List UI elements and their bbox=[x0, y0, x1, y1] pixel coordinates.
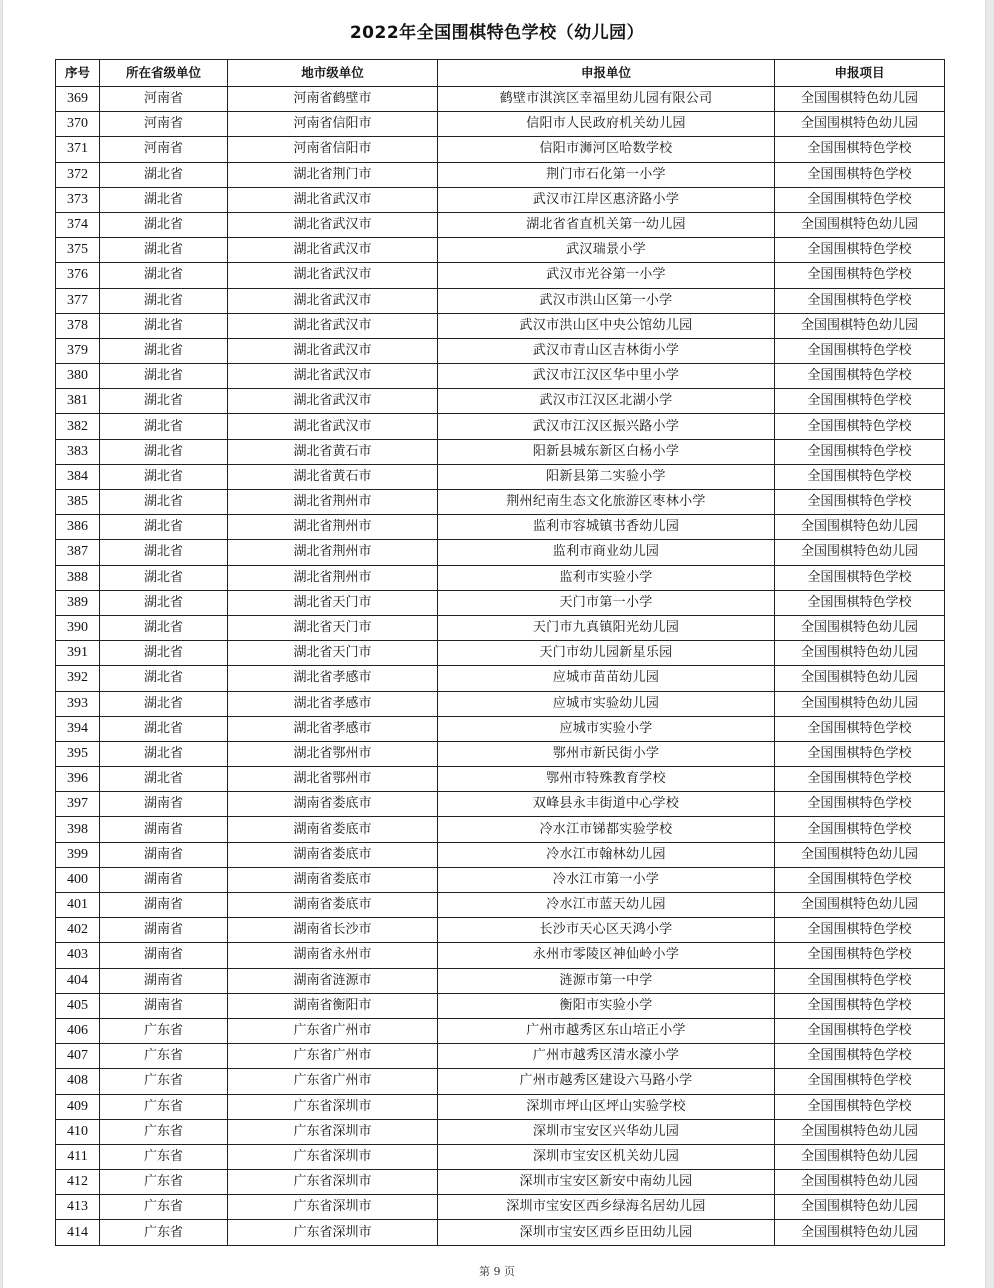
cell-project: 全国围棋特色幼儿园 bbox=[775, 666, 945, 691]
cell-city: 湖北省黄石市 bbox=[228, 464, 438, 489]
cell-project: 全国围棋特色幼儿园 bbox=[775, 615, 945, 640]
cell-applicant: 阳新县城东新区白杨小学 bbox=[438, 439, 775, 464]
cell-project: 全国围棋特色幼儿园 bbox=[775, 515, 945, 540]
cell-project: 全国围棋特色学校 bbox=[775, 389, 945, 414]
cell-applicant: 冷水江市锑都实验学校 bbox=[438, 817, 775, 842]
cell-city: 湖南省娄底市 bbox=[228, 817, 438, 842]
cell-applicant: 阳新县第二实验小学 bbox=[438, 464, 775, 489]
cell-applicant: 武汉市青山区吉林街小学 bbox=[438, 338, 775, 363]
cell-city: 湖北省黄石市 bbox=[228, 439, 438, 464]
cell-applicant: 信阳市浉河区哈数学校 bbox=[438, 137, 775, 162]
cell-province: 湖南省 bbox=[100, 867, 228, 892]
cell-index: 399 bbox=[56, 842, 100, 867]
cell-index: 385 bbox=[56, 490, 100, 515]
cell-index: 383 bbox=[56, 439, 100, 464]
cell-province: 湖南省 bbox=[100, 893, 228, 918]
table-row bbox=[56, 993, 945, 1018]
cell-city: 湖北省天门市 bbox=[228, 590, 438, 615]
cell-project: 全国围棋特色学校 bbox=[775, 338, 945, 363]
cell-index: 398 bbox=[56, 817, 100, 842]
cell-applicant: 天门市第一小学 bbox=[438, 590, 775, 615]
cell-city: 湖北省武汉市 bbox=[228, 238, 438, 263]
cell-project: 全国围棋特色学校 bbox=[775, 263, 945, 288]
cell-province: 湖北省 bbox=[100, 263, 228, 288]
table-row bbox=[56, 641, 945, 666]
cell-index: 394 bbox=[56, 716, 100, 741]
table-body bbox=[56, 87, 945, 1246]
cell-applicant: 深圳市宝安区西乡绿海名居幼儿园 bbox=[438, 1195, 775, 1220]
table-row bbox=[56, 364, 945, 389]
cell-province: 湖北省 bbox=[100, 238, 228, 263]
table-row bbox=[56, 842, 945, 867]
cell-province: 湖北省 bbox=[100, 364, 228, 389]
table-row bbox=[56, 187, 945, 212]
cell-province: 湖南省 bbox=[100, 792, 228, 817]
cell-index: 372 bbox=[56, 162, 100, 187]
cell-index: 408 bbox=[56, 1069, 100, 1094]
cell-applicant: 应城市实验幼儿园 bbox=[438, 691, 775, 716]
cell-project: 全国围棋特色学校 bbox=[775, 1094, 945, 1119]
cell-applicant: 双峰县永丰街道中心学校 bbox=[438, 792, 775, 817]
cell-project: 全国围棋特色幼儿园 bbox=[775, 1195, 945, 1220]
cell-project: 全国围棋特色学校 bbox=[775, 716, 945, 741]
cell-index: 369 bbox=[56, 87, 100, 112]
table-row bbox=[56, 716, 945, 741]
cell-project: 全国围棋特色学校 bbox=[775, 590, 945, 615]
cell-province: 湖北省 bbox=[100, 439, 228, 464]
cell-index: 400 bbox=[56, 867, 100, 892]
table-row bbox=[56, 338, 945, 363]
cell-applicant: 涟源市第一中学 bbox=[438, 968, 775, 993]
table-row bbox=[56, 590, 945, 615]
cell-province: 河南省 bbox=[100, 137, 228, 162]
cell-city: 湖北省荆门市 bbox=[228, 162, 438, 187]
cell-applicant: 鹤壁市淇滨区幸福里幼儿园有限公司 bbox=[438, 87, 775, 112]
cell-project: 全国围棋特色学校 bbox=[775, 490, 945, 515]
cell-province: 湖北省 bbox=[100, 288, 228, 313]
table-row bbox=[56, 1044, 945, 1069]
cell-index: 378 bbox=[56, 313, 100, 338]
cell-applicant: 广州市越秀区清水濠小学 bbox=[438, 1044, 775, 1069]
table-row bbox=[56, 817, 945, 842]
table-row bbox=[56, 162, 945, 187]
cell-city: 湖北省武汉市 bbox=[228, 338, 438, 363]
cell-project: 全国围棋特色学校 bbox=[775, 1018, 945, 1043]
cell-city: 湖北省武汉市 bbox=[228, 263, 438, 288]
cell-city: 湖北省荆州市 bbox=[228, 515, 438, 540]
table-row bbox=[56, 943, 945, 968]
cell-city: 广东省深圳市 bbox=[228, 1144, 438, 1169]
cell-city: 湖北省孝感市 bbox=[228, 666, 438, 691]
cell-city: 河南省鹤壁市 bbox=[228, 87, 438, 112]
cell-applicant: 监利市商业幼儿园 bbox=[438, 540, 775, 565]
table-row bbox=[56, 263, 945, 288]
cell-applicant: 深圳市宝安区兴华幼儿园 bbox=[438, 1119, 775, 1144]
cell-index: 379 bbox=[56, 338, 100, 363]
cell-project: 全国围棋特色幼儿园 bbox=[775, 212, 945, 237]
cell-city: 湖北省孝感市 bbox=[228, 691, 438, 716]
table-row bbox=[56, 137, 945, 162]
cell-applicant: 武汉瑞景小学 bbox=[438, 238, 775, 263]
cell-city: 湖北省武汉市 bbox=[228, 212, 438, 237]
table-row bbox=[56, 313, 945, 338]
cell-project: 全国围棋特色幼儿园 bbox=[775, 1144, 945, 1169]
cell-province: 湖北省 bbox=[100, 389, 228, 414]
cell-project: 全国围棋特色幼儿园 bbox=[775, 893, 945, 918]
cell-project: 全国围棋特色学校 bbox=[775, 1069, 945, 1094]
cell-city: 广东省深圳市 bbox=[228, 1220, 438, 1245]
table-row bbox=[56, 1069, 945, 1094]
header-applicant: 申报单位 bbox=[438, 60, 775, 87]
cell-project: 全国围棋特色学校 bbox=[775, 943, 945, 968]
cell-province: 湖北省 bbox=[100, 691, 228, 716]
cell-index: 376 bbox=[56, 263, 100, 288]
cell-applicant: 武汉市江汉区华中里小学 bbox=[438, 364, 775, 389]
cell-index: 406 bbox=[56, 1018, 100, 1043]
table-row bbox=[56, 87, 945, 112]
cell-applicant: 冷水江市翰林幼儿园 bbox=[438, 842, 775, 867]
cell-city: 湖北省孝感市 bbox=[228, 716, 438, 741]
table-row bbox=[56, 439, 945, 464]
cell-index: 413 bbox=[56, 1195, 100, 1220]
cell-province: 湖南省 bbox=[100, 968, 228, 993]
cell-index: 388 bbox=[56, 565, 100, 590]
cell-province: 湖北省 bbox=[100, 515, 228, 540]
cell-province: 湖北省 bbox=[100, 615, 228, 640]
cell-project: 全国围棋特色学校 bbox=[775, 968, 945, 993]
cell-index: 411 bbox=[56, 1144, 100, 1169]
cell-province: 湖北省 bbox=[100, 767, 228, 792]
cell-province: 湖北省 bbox=[100, 464, 228, 489]
cell-index: 386 bbox=[56, 515, 100, 540]
cell-applicant: 冷水江市蓝天幼儿园 bbox=[438, 893, 775, 918]
cell-city: 湖北省武汉市 bbox=[228, 389, 438, 414]
table-row bbox=[56, 918, 945, 943]
cell-index: 402 bbox=[56, 918, 100, 943]
cell-city: 湖北省武汉市 bbox=[228, 288, 438, 313]
cell-city: 湖北省武汉市 bbox=[228, 313, 438, 338]
cell-applicant: 深圳市宝安区新安中南幼儿园 bbox=[438, 1170, 775, 1195]
cell-province: 广东省 bbox=[100, 1069, 228, 1094]
cell-applicant: 永州市零陵区神仙岭小学 bbox=[438, 943, 775, 968]
cell-city: 湖北省武汉市 bbox=[228, 414, 438, 439]
cell-province: 广东省 bbox=[100, 1195, 228, 1220]
cell-applicant: 武汉市江汉区振兴路小学 bbox=[438, 414, 775, 439]
cell-province: 湖北省 bbox=[100, 741, 228, 766]
cell-city: 湖南省娄底市 bbox=[228, 842, 438, 867]
cell-index: 407 bbox=[56, 1044, 100, 1069]
cell-project: 全国围棋特色学校 bbox=[775, 918, 945, 943]
table-row bbox=[56, 1018, 945, 1043]
cell-province: 湖南省 bbox=[100, 918, 228, 943]
page-number: 第 9 页 bbox=[479, 1265, 515, 1278]
cell-province: 湖北省 bbox=[100, 187, 228, 212]
cell-city: 湖南省娄底市 bbox=[228, 867, 438, 892]
cell-index: 384 bbox=[56, 464, 100, 489]
cell-applicant: 武汉市洪山区第一小学 bbox=[438, 288, 775, 313]
cell-project: 全国围棋特色幼儿园 bbox=[775, 87, 945, 112]
cell-project: 全国围棋特色学校 bbox=[775, 1044, 945, 1069]
cell-city: 湖北省鄂州市 bbox=[228, 767, 438, 792]
cell-city: 湖南省永州市 bbox=[228, 943, 438, 968]
cell-project: 全国围棋特色幼儿园 bbox=[775, 313, 945, 338]
cell-index: 401 bbox=[56, 893, 100, 918]
cell-city: 湖北省荆州市 bbox=[228, 565, 438, 590]
cell-city: 广东省广州市 bbox=[228, 1018, 438, 1043]
cell-applicant: 衡阳市实验小学 bbox=[438, 993, 775, 1018]
cell-province: 广东省 bbox=[100, 1094, 228, 1119]
cell-province: 湖南省 bbox=[100, 993, 228, 1018]
cell-city: 湖南省娄底市 bbox=[228, 792, 438, 817]
cell-applicant: 鄂州市特殊教育学校 bbox=[438, 767, 775, 792]
table-row bbox=[56, 112, 945, 137]
cell-project: 全国围棋特色学校 bbox=[775, 238, 945, 263]
cell-project: 全国围棋特色学校 bbox=[775, 817, 945, 842]
cell-index: 390 bbox=[56, 615, 100, 640]
table-row bbox=[56, 515, 945, 540]
cell-project: 全国围棋特色学校 bbox=[775, 439, 945, 464]
cell-city: 湖北省天门市 bbox=[228, 641, 438, 666]
table-row bbox=[56, 1170, 945, 1195]
cell-province: 广东省 bbox=[100, 1220, 228, 1245]
cell-project: 全国围棋特色学校 bbox=[775, 364, 945, 389]
cell-applicant: 广州市越秀区建设六马路小学 bbox=[438, 1069, 775, 1094]
cell-city: 河南省信阳市 bbox=[228, 112, 438, 137]
cell-city: 湖南省涟源市 bbox=[228, 968, 438, 993]
cell-index: 382 bbox=[56, 414, 100, 439]
cell-index: 396 bbox=[56, 767, 100, 792]
cell-province: 广东省 bbox=[100, 1044, 228, 1069]
cell-province: 湖北省 bbox=[100, 162, 228, 187]
cell-province: 河南省 bbox=[100, 112, 228, 137]
cell-applicant: 天门市九真镇阳光幼儿园 bbox=[438, 615, 775, 640]
page-title: 2022年全国围棋特色学校（幼儿园） bbox=[349, 23, 645, 43]
cell-city: 湖南省衡阳市 bbox=[228, 993, 438, 1018]
table-row bbox=[56, 464, 945, 489]
table-row bbox=[56, 968, 945, 993]
cell-province: 广东省 bbox=[100, 1170, 228, 1195]
cell-project: 全国围棋特色幼儿园 bbox=[775, 1170, 945, 1195]
cell-applicant: 深圳市宝安区机关幼儿园 bbox=[438, 1144, 775, 1169]
cell-index: 395 bbox=[56, 741, 100, 766]
cell-applicant: 深圳市坪山区坪山实验学校 bbox=[438, 1094, 775, 1119]
cell-applicant: 长沙市天心区天鸿小学 bbox=[438, 918, 775, 943]
cell-province: 广东省 bbox=[100, 1119, 228, 1144]
cell-project: 全国围棋特色学校 bbox=[775, 288, 945, 313]
table-row bbox=[56, 212, 945, 237]
cell-applicant: 应城市实验小学 bbox=[438, 716, 775, 741]
cell-applicant: 武汉市洪山区中央公馆幼儿园 bbox=[438, 313, 775, 338]
cell-project: 全国围棋特色学校 bbox=[775, 187, 945, 212]
table-row bbox=[56, 1195, 945, 1220]
table-row bbox=[56, 389, 945, 414]
cell-applicant: 荆州纪南生态文化旅游区枣林小学 bbox=[438, 490, 775, 515]
cell-province: 湖北省 bbox=[100, 641, 228, 666]
cell-index: 391 bbox=[56, 641, 100, 666]
header-project: 申报项目 bbox=[775, 60, 945, 87]
cell-city: 湖北省荆州市 bbox=[228, 490, 438, 515]
cell-province: 广东省 bbox=[100, 1018, 228, 1043]
cell-city: 湖南省娄底市 bbox=[228, 893, 438, 918]
cell-city: 广东省广州市 bbox=[228, 1044, 438, 1069]
cell-index: 371 bbox=[56, 137, 100, 162]
cell-applicant: 深圳市宝安区西乡臣田幼儿园 bbox=[438, 1220, 775, 1245]
cell-province: 湖北省 bbox=[100, 590, 228, 615]
cell-project: 全国围棋特色学校 bbox=[775, 137, 945, 162]
cell-city: 湖北省荆州市 bbox=[228, 540, 438, 565]
cell-index: 412 bbox=[56, 1170, 100, 1195]
cell-applicant: 天门市幼儿园新星乐园 bbox=[438, 641, 775, 666]
table-row bbox=[56, 666, 945, 691]
cell-applicant: 监利市容城镇书香幼儿园 bbox=[438, 515, 775, 540]
cell-project: 全国围棋特色学校 bbox=[775, 464, 945, 489]
cell-city: 湖北省鄂州市 bbox=[228, 741, 438, 766]
cell-province: 湖南省 bbox=[100, 943, 228, 968]
cell-index: 387 bbox=[56, 540, 100, 565]
table-row bbox=[56, 1144, 945, 1169]
cell-city: 湖北省武汉市 bbox=[228, 187, 438, 212]
cell-index: 370 bbox=[56, 112, 100, 137]
cell-project: 全国围棋特色幼儿园 bbox=[775, 540, 945, 565]
cell-index: 389 bbox=[56, 590, 100, 615]
cell-project: 全国围棋特色幼儿园 bbox=[775, 1119, 945, 1144]
cell-index: 375 bbox=[56, 238, 100, 263]
cell-province: 湖南省 bbox=[100, 817, 228, 842]
table-row bbox=[56, 490, 945, 515]
table-row bbox=[56, 238, 945, 263]
cell-index: 374 bbox=[56, 212, 100, 237]
cell-project: 全国围棋特色学校 bbox=[775, 993, 945, 1018]
table-row bbox=[56, 615, 945, 640]
cell-province: 湖北省 bbox=[100, 313, 228, 338]
table-row bbox=[56, 1094, 945, 1119]
cell-index: 414 bbox=[56, 1220, 100, 1245]
cell-project: 全国围棋特色幼儿园 bbox=[775, 112, 945, 137]
cell-project: 全国围棋特色学校 bbox=[775, 767, 945, 792]
cell-index: 404 bbox=[56, 968, 100, 993]
cell-applicant: 信阳市人民政府机关幼儿园 bbox=[438, 112, 775, 137]
cell-province: 湖南省 bbox=[100, 842, 228, 867]
cell-province: 湖北省 bbox=[100, 565, 228, 590]
table-row bbox=[56, 288, 945, 313]
cell-province: 湖北省 bbox=[100, 212, 228, 237]
cell-project: 全国围棋特色学校 bbox=[775, 792, 945, 817]
cell-province: 湖北省 bbox=[100, 490, 228, 515]
cell-city: 广东省深圳市 bbox=[228, 1119, 438, 1144]
cell-province: 广东省 bbox=[100, 1144, 228, 1169]
cell-applicant: 监利市实验小学 bbox=[438, 565, 775, 590]
table-row bbox=[56, 691, 945, 716]
table-row bbox=[56, 767, 945, 792]
cell-province: 湖北省 bbox=[100, 414, 228, 439]
cell-project: 全国围棋特色学校 bbox=[775, 741, 945, 766]
table-row bbox=[56, 792, 945, 817]
cell-index: 392 bbox=[56, 666, 100, 691]
cell-city: 广东省深圳市 bbox=[228, 1170, 438, 1195]
table-row bbox=[56, 1220, 945, 1245]
cell-city: 湖北省武汉市 bbox=[228, 364, 438, 389]
cell-index: 410 bbox=[56, 1119, 100, 1144]
cell-project: 全国围棋特色学校 bbox=[775, 162, 945, 187]
cell-project: 全国围棋特色学校 bbox=[775, 565, 945, 590]
table-row bbox=[56, 741, 945, 766]
header-index: 序号 bbox=[56, 60, 100, 87]
cell-applicant: 鄂州市新民街小学 bbox=[438, 741, 775, 766]
table-row bbox=[56, 867, 945, 892]
header-province: 所在省级单位 bbox=[100, 60, 228, 87]
cell-project: 全国围棋特色幼儿园 bbox=[775, 1220, 945, 1245]
cell-applicant: 武汉市江岸区惠济路小学 bbox=[438, 187, 775, 212]
cell-city: 广东省深圳市 bbox=[228, 1094, 438, 1119]
cell-index: 380 bbox=[56, 364, 100, 389]
cell-province: 湖北省 bbox=[100, 338, 228, 363]
cell-index: 397 bbox=[56, 792, 100, 817]
cell-applicant: 荆门市石化第一小学 bbox=[438, 162, 775, 187]
schools-table bbox=[55, 59, 945, 1246]
cell-city: 湖北省天门市 bbox=[228, 615, 438, 640]
cell-project: 全国围棋特色学校 bbox=[775, 867, 945, 892]
cell-city: 广东省深圳市 bbox=[228, 1195, 438, 1220]
cell-index: 403 bbox=[56, 943, 100, 968]
table-row bbox=[56, 540, 945, 565]
cell-applicant: 冷水江市第一小学 bbox=[438, 867, 775, 892]
cell-project: 全国围棋特色幼儿园 bbox=[775, 641, 945, 666]
cell-project: 全国围棋特色幼儿园 bbox=[775, 842, 945, 867]
cell-applicant: 湖北省省直机关第一幼儿园 bbox=[438, 212, 775, 237]
cell-province: 湖北省 bbox=[100, 666, 228, 691]
table-row bbox=[56, 893, 945, 918]
cell-project: 全国围棋特色幼儿园 bbox=[775, 691, 945, 716]
table-row bbox=[56, 565, 945, 590]
cell-applicant: 广州市越秀区东山培正小学 bbox=[438, 1018, 775, 1043]
cell-applicant: 武汉市光谷第一小学 bbox=[438, 263, 775, 288]
cell-applicant: 武汉市江汉区北湖小学 bbox=[438, 389, 775, 414]
cell-index: 381 bbox=[56, 389, 100, 414]
cell-applicant: 应城市苗苗幼儿园 bbox=[438, 666, 775, 691]
cell-index: 405 bbox=[56, 993, 100, 1018]
cell-index: 393 bbox=[56, 691, 100, 716]
table-row bbox=[56, 414, 945, 439]
cell-project: 全国围棋特色学校 bbox=[775, 414, 945, 439]
cell-province: 河南省 bbox=[100, 87, 228, 112]
table-row bbox=[56, 1119, 945, 1144]
header-city: 地市级单位 bbox=[228, 60, 438, 87]
cell-index: 409 bbox=[56, 1094, 100, 1119]
cell-index: 373 bbox=[56, 187, 100, 212]
table-header-row bbox=[56, 60, 945, 87]
cell-city: 河南省信阳市 bbox=[228, 137, 438, 162]
cell-province: 湖北省 bbox=[100, 540, 228, 565]
cell-province: 湖北省 bbox=[100, 716, 228, 741]
cell-city: 广东省广州市 bbox=[228, 1069, 438, 1094]
cell-index: 377 bbox=[56, 288, 100, 313]
cell-city: 湖南省长沙市 bbox=[228, 918, 438, 943]
